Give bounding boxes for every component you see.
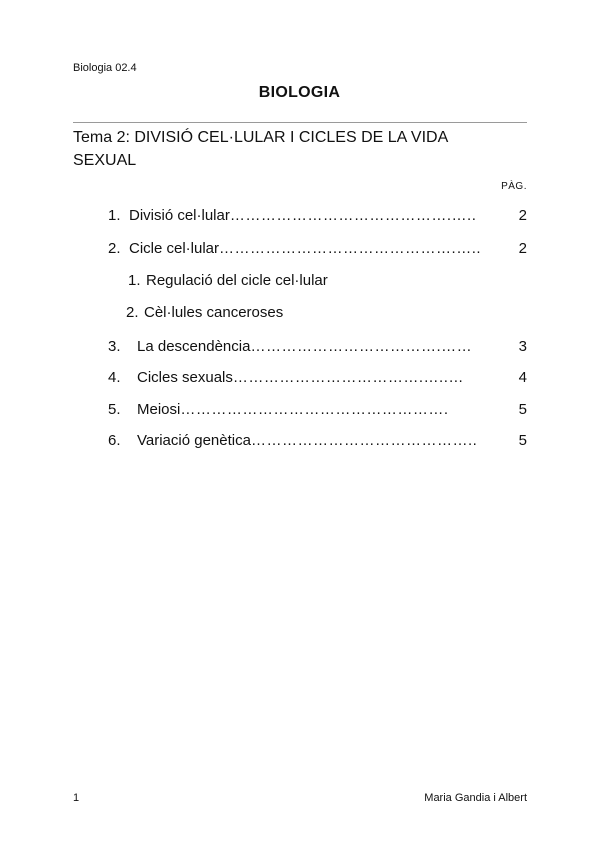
- toc-subentry: [128, 272, 328, 289]
- document-title: BIOLOGIA: [258, 84, 341, 101]
- toc-entry-text: Variació genètica: [137, 432, 251, 449]
- toc-entry: [108, 369, 527, 386]
- toc-entry-leader: ……………………………….……: [250, 338, 473, 355]
- title-divider: [73, 122, 527, 123]
- toc-entry-number: 3.: [108, 338, 121, 355]
- toc-entry-number: 2.: [108, 240, 121, 257]
- toc-entry-text: Meiosi: [137, 401, 181, 418]
- toc-entry-number: 2.: [126, 304, 139, 321]
- topic-heading: Tema 2: DIVISIÓ CEL·LULAR I CICLES DE LA VIDA SEXUAL: [73, 129, 448, 169]
- toc-entry-text: Divisió cel·lular: [129, 207, 230, 224]
- toc-entry-text: Cèl·lules canceroses: [144, 304, 284, 321]
- toc-entry: [108, 338, 527, 355]
- toc-subentry: [126, 304, 283, 321]
- footer-page-number: 1: [73, 792, 80, 804]
- toc-entry-number: 1.: [108, 207, 121, 224]
- footer-author: Maria Gandia i Albert: [424, 792, 527, 804]
- toc-entry-leader: ……………………………………..: [250, 432, 478, 449]
- document-header-label: Biologia 02.4: [73, 62, 137, 74]
- toc-entry-leader: …………………………………………….: [180, 401, 449, 418]
- toc-entry-leader: ……………………………………….…..: [219, 240, 482, 257]
- toc-entry: [108, 240, 527, 257]
- toc-entry-text: Cicle cel·lular: [129, 240, 220, 257]
- toc-entry-number: 6.: [108, 432, 121, 449]
- toc-entry: [108, 401, 527, 418]
- toc-entry: [108, 207, 527, 224]
- toc-entry-page: 5: [518, 432, 527, 449]
- toc-entry-page: 5: [518, 401, 527, 418]
- toc-entry-page: 4: [518, 369, 527, 386]
- toc-entry-number: 1.: [128, 272, 141, 289]
- toc-entry-number: 5.: [108, 401, 121, 418]
- toc-entry: [108, 432, 527, 449]
- toc-entry-number: 4.: [108, 369, 121, 386]
- toc-entry-page: 3: [518, 338, 527, 355]
- toc-entry-text: La descendència: [137, 338, 251, 355]
- toc-entry-text: Cicles sexuals: [137, 369, 233, 386]
- toc-entry-leader: ……………………………….…..…: [232, 369, 464, 386]
- toc-entry-leader: …………………………………….…..: [229, 207, 477, 224]
- toc-entry-text: Regulació del cicle cel·lular: [146, 272, 328, 289]
- toc-entry-page: 2: [518, 240, 527, 257]
- toc-entry-page: 2: [518, 207, 527, 224]
- page-column-label: PÀG.: [501, 181, 527, 192]
